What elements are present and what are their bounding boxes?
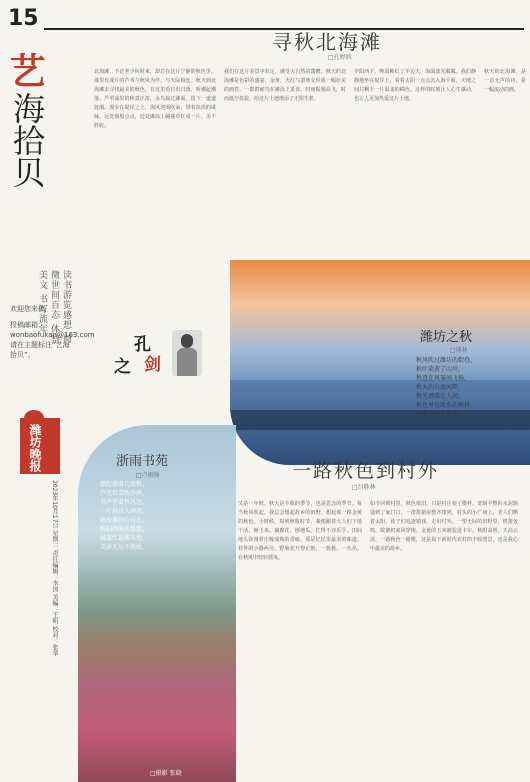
reed-article-body (100, 480, 230, 552)
poem-title: 潍坊之秋 (420, 330, 473, 345)
poem-line: 秋光洒落在人间， (416, 393, 465, 400)
poem-byline: □博林 (450, 347, 468, 354)
poem-line: 秋色里是故乡的模样， (416, 402, 477, 409)
reed-article-title: 浙雨书苑 (116, 454, 169, 469)
submission-info (10, 304, 95, 360)
email-address[interactable]: wonbaofukan@163.com (10, 331, 95, 339)
main-article-title: 寻秋北海滩 (272, 30, 382, 54)
reed-line: 一叶扁舟入画流。 (100, 508, 149, 515)
main-article-byline: □孔婷欣 (328, 54, 352, 61)
reed-line: 芦花似雪映沙洲。 (100, 490, 149, 497)
logo-char-1: 孔 (134, 335, 151, 355)
main-article-col-2: 我们在这片美景中驻足，感受大自然的馈赠。秋天的北海滩是色彩的盛宴，金黄、火红与湛蓝交织成一幅壮美的画卷。一群群候鸟在滩涂上觅食，时而振翅高飞，时而低空盘旋，给这片土地增添了无限生机。 (224, 69, 346, 102)
reed-line: 沧海桑田心自在， (100, 517, 149, 524)
main-article-col-1: 北海滩，不论老少何时来，却总在这片宁静的秋色里。那里有成片的芦苇与秋风为伴，与天际相连。秋天到北海滩去寻找最美的秋色，在这里看日出日落，听潮起潮落。芦苇荡里的秋意正浓，水鸟掠过湖面，留下一道道涟漪。漫步在堤岸之上，海风迎面吹来，带着淡淡的咸味。远处渔船点点，近处滩涂上碱蓬草红成一片，美不胜收。 (94, 69, 216, 129)
email-note: 请在主题标注“艺海拾贝”。 (10, 341, 70, 359)
poem-line: 秋天的白浪河畔， (416, 384, 465, 391)
reed-line: 碱蓬红遍滩头地， (100, 535, 149, 542)
reed-article-byline: □卢振扬 (136, 472, 160, 479)
email-label: 投稿邮箱： (10, 321, 45, 329)
section-title: 海拾贝 (8, 92, 46, 188)
village-article-title: 一路秋色到村外 (292, 460, 440, 482)
main-article-col-3: 夕阳西下，晚霞映红了半边天，海面波光粼粼。我们静静地坐在堤岸上，看着太阳一点点沉入海平面，天地之间只剩下一片温柔的橘色。这样的时刻让人心生感动，也让人更加热爱这片土地。 (354, 69, 476, 102)
reed-line: 潮起潮落几度秋， (100, 481, 149, 488)
reed-line: 秋阳西照水悠悠。 (100, 526, 149, 533)
page-number: 15 (8, 6, 39, 31)
section-intro: 读书游览感想 阅微世间百态 体察美文 书写流年 (37, 270, 71, 344)
reed-line: 书声伴着秋风远， (100, 499, 149, 506)
poem-line: 秋叶染黄了山川， (416, 366, 465, 373)
logo-char-3: 剑 (144, 355, 161, 375)
poem-line: 秋风吹过潍坊的街巷， (416, 357, 477, 364)
issue-info: 2023年10月17日 星期二 责任编辑：李国 美编：王明 校对：张华 (51, 480, 58, 657)
newspaper-name: 潍坊晚报 (28, 424, 42, 472)
author-photo (172, 330, 202, 376)
logo-char-2: 之 (114, 357, 131, 377)
village-article-col-2: 如今回到村里，秋色依旧，只是村庄变了模样。宽阔平整的水泥路通到了家门口，一排排新房整齐排列，村头的小广场上，老人们晒着太阳，孩子们追逐嬉戏。走出村外，一望无际的田野里，机器轰鸣，收割机来回穿梭，金黄的玉米被装进卡车。秋阳高照，天高云淡，一路秋色一路歌，这是属于新时代农村的丰收图景，也是我心中最美的故乡。 (370, 501, 518, 552)
reed-line: 美景无边不胜收。 (100, 544, 149, 551)
poem-line: 秋歌声声入梦来。 (416, 411, 465, 418)
newspaper-logo (20, 418, 60, 474)
village-article-col-1: 又是一年秋。秋天是丰收的季节，也是思念的季节。每当秋风吹起，我总会想起故乡的田野，想起那一路金黄的秋色。小时候，每到秋收时节，我便跟着大人们下地干活，掰玉米、摘棉花、刨地瓜，忙得不亦乐乎。田间地头弥漫着庄稼成熟的香味，那是记忆里最美的味道。村外的小路两旁，野菊花开得正艳，一簇簇、一丛丛，在秋风中轻轻摇曳。 (238, 501, 362, 561)
main-article-col-4: 秋天的北海滩，是一首无声的诗，是一幅流动的画。 (484, 69, 526, 93)
poem-line: 秋意在风筝间飞扬， (416, 375, 471, 382)
submission-label: 欢迎您来稿 (10, 305, 45, 313)
photo-credit: □摄影 张晓 (150, 770, 182, 777)
poem-body (416, 356, 516, 419)
village-article-byline: □吕胜林 (352, 484, 376, 491)
column-logo (114, 330, 204, 378)
section-title-accent: 艺 (4, 52, 46, 88)
